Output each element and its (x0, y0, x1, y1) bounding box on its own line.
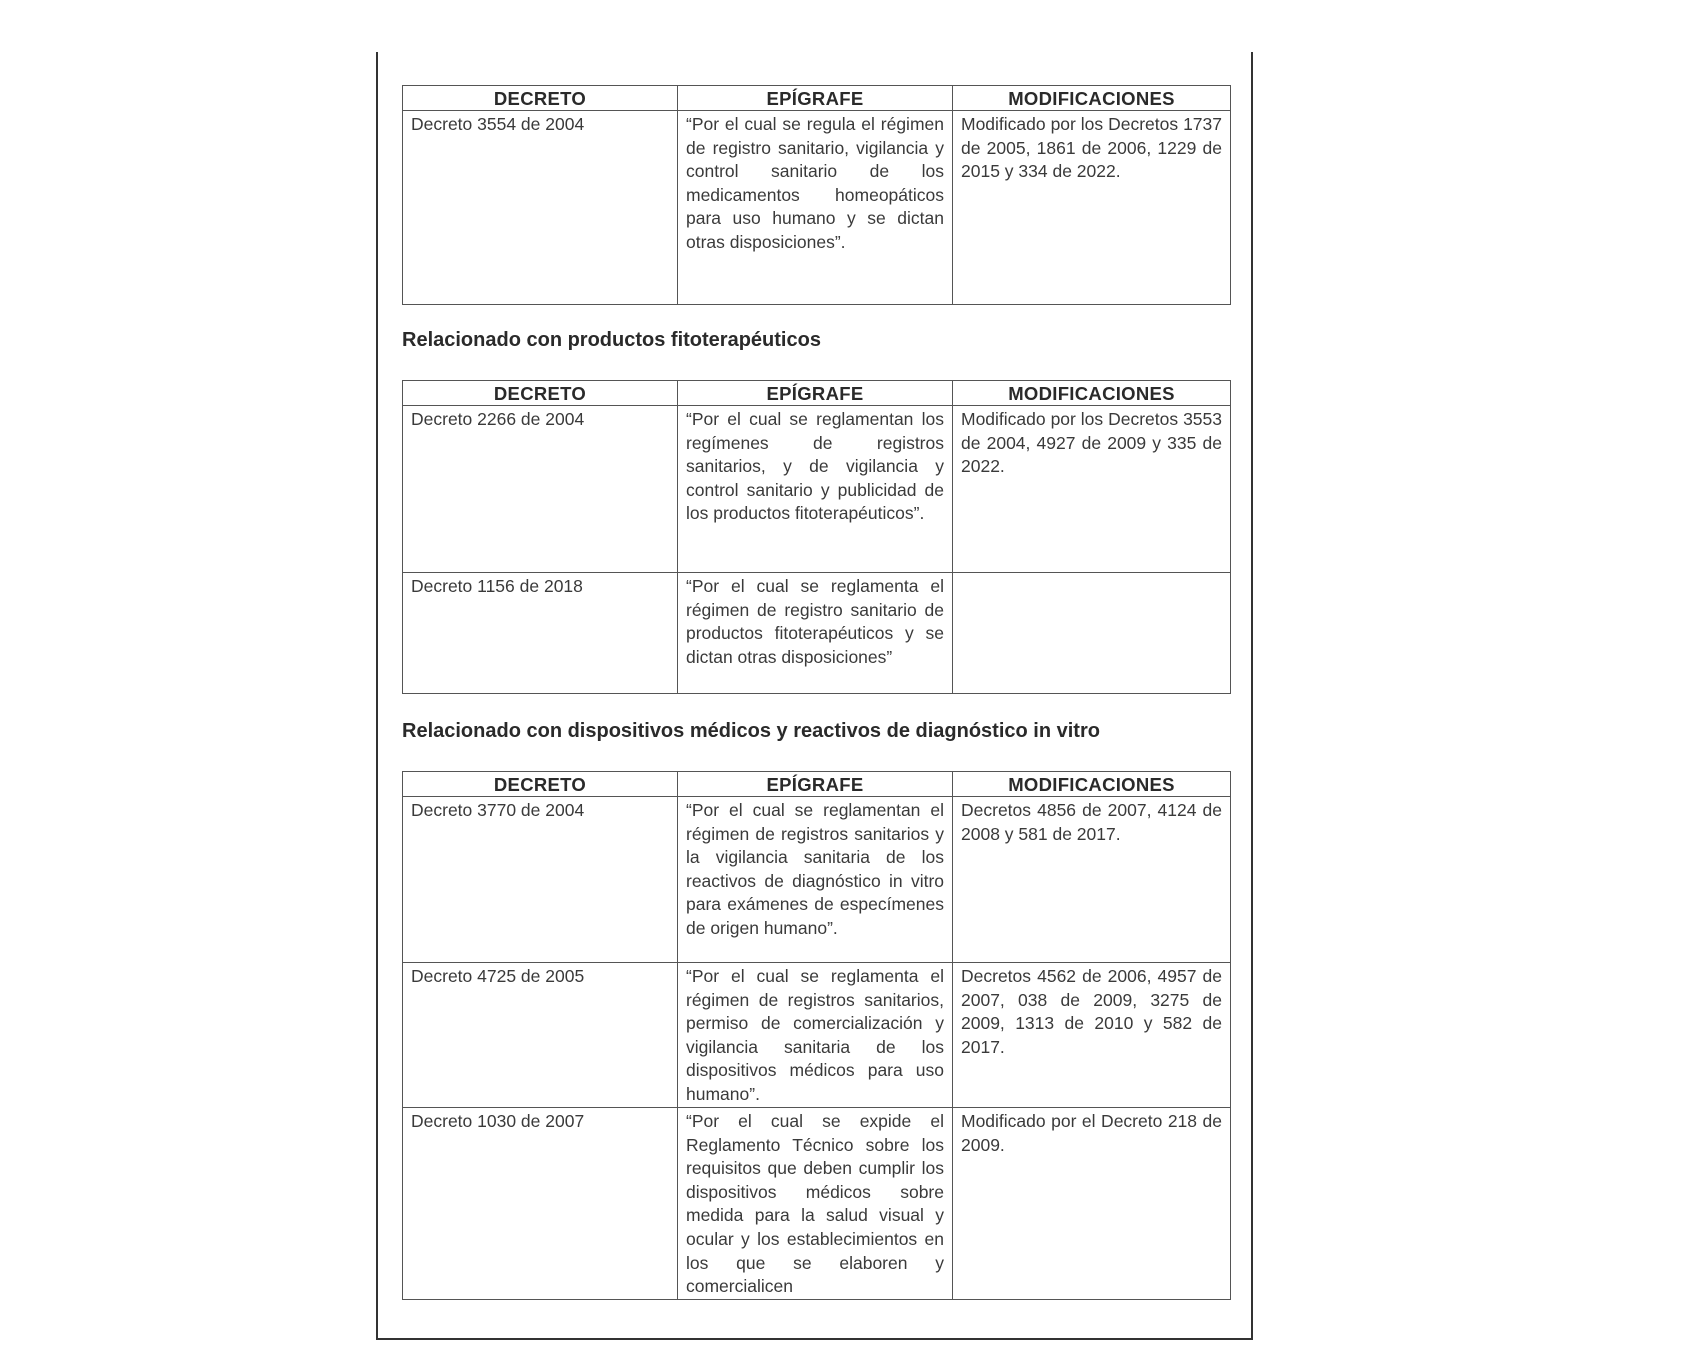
header-decreto: DECRETO (403, 86, 678, 111)
table-row (403, 797, 1231, 963)
table-dispositivos (402, 771, 1231, 1300)
cell-modificaciones (953, 573, 1231, 694)
section-heading-dispositivos: Relacionado con dispositivos médicos y reactivos de diagnóstico in vitro (402, 720, 1100, 742)
header-modificaciones: MODIFICACIONES (953, 381, 1231, 406)
cell-epigrafe: “Por el cual se reglamenta el régimen de registro sanitario de productos fitoterapéuticos y se dictan otras disposiciones” (678, 573, 953, 694)
cell-modificaciones: Modificado por los Decretos 3553 de 2004, 4927 de 2009 y 335 de 2022. (953, 406, 1231, 573)
cell-epigrafe: “Por el cual se reglamenta el régimen de registros sanitarios, permiso de comercialización y vigilancia sanitaria de los dispositivos médicos para uso humano”. (678, 963, 953, 1108)
cell-modificaciones: Decretos 4856 de 2007, 4124 de 2008 y 581 de 2017. (953, 797, 1231, 963)
table-row (403, 406, 1231, 573)
cell-epigrafe: “Por el cual se regula el régimen de registro sanitario, vigilancia y control sanitario de los medicamentos homeopáticos para uso humano y se dictan otras disposiciones”. (678, 111, 953, 305)
cell-epigrafe: “Por el cual se expide el Reglamento Técnico sobre los requisitos que deben cumplir los dispositivos médicos sobre medida para la salud visual y ocular y los establecimientos en los que se elaboren y comercialicen (678, 1108, 953, 1300)
table-dispositivos-block (402, 771, 1230, 1300)
cell-decreto: Decreto 3554 de 2004 (403, 111, 678, 305)
table-row (403, 111, 1231, 305)
header-modificaciones: MODIFICACIONES (953, 772, 1231, 797)
table-row (403, 1108, 1231, 1300)
header-epigrafe: EPÍGRAFE (678, 86, 953, 111)
table-header-row (403, 772, 1231, 797)
cell-modificaciones: Modificado por el Decreto 218 de 2009. (953, 1108, 1231, 1300)
header-modificaciones: MODIFICACIONES (953, 86, 1231, 111)
table-header-row (403, 381, 1231, 406)
cell-decreto: Decreto 3770 de 2004 (403, 797, 678, 963)
cell-decreto: Decreto 1030 de 2007 (403, 1108, 678, 1300)
document-page (376, 52, 1253, 1340)
cell-modificaciones: Decretos 4562 de 2006, 4957 de 2007, 038 de 2009, 3275 de 2009, 1313 de 2010 y 582 de 2017. (953, 963, 1231, 1108)
section-heading-fitoterapeuticos: Relacionado con productos fitoterapéuticos (402, 329, 821, 351)
cell-modificaciones: Modificado por los Decretos 1737 de 2005, 1861 de 2006, 1229 de 2015 y 334 de 2022. (953, 111, 1231, 305)
table-row (403, 963, 1231, 1108)
cell-decreto: Decreto 1156 de 2018 (403, 573, 678, 694)
header-epigrafe: EPÍGRAFE (678, 381, 953, 406)
table-header-row (403, 86, 1231, 111)
cell-epigrafe: “Por el cual se reglamentan los regímenes de registros sanitarios, y de vigilancia y control sanitario y publicidad de los productos fitoterapéuticos”. (678, 406, 953, 573)
table-fitoterapeuticos (402, 380, 1231, 694)
header-decreto: DECRETO (403, 381, 678, 406)
table-fitoterapeuticos-block (402, 380, 1230, 694)
table-homeopaticos (402, 85, 1231, 305)
header-decreto: DECRETO (403, 772, 678, 797)
cell-epigrafe: “Por el cual se reglamentan el régimen de registros sanitarios y la vigilancia sanitaria de los reactivos de diagnóstico in vitro para exámenes de especímenes de origen humano”. (678, 797, 953, 963)
table-row (403, 573, 1231, 694)
cell-decreto: Decreto 4725 de 2005 (403, 963, 678, 1108)
cell-decreto: Decreto 2266 de 2004 (403, 406, 678, 573)
header-epigrafe: EPÍGRAFE (678, 772, 953, 797)
table-homeopaticos-block (402, 85, 1230, 305)
